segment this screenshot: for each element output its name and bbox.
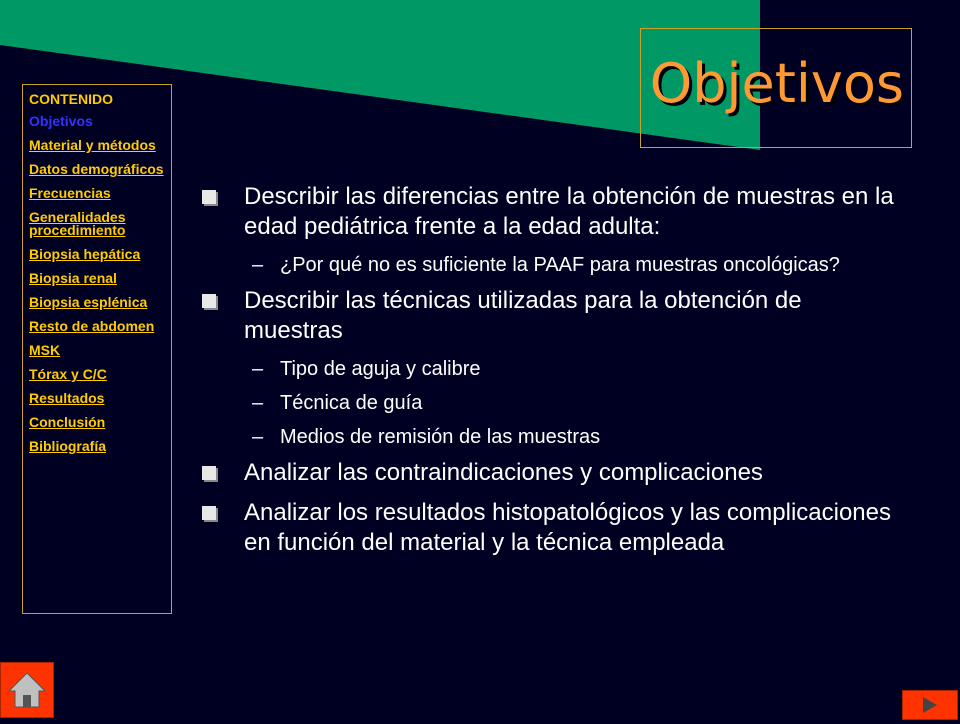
home-icon xyxy=(1,663,53,717)
toc-item-generalidades[interactable]: Generalidades procedimiento xyxy=(29,209,126,238)
square-bullet-icon xyxy=(202,294,216,308)
bullet-item xyxy=(196,498,896,558)
dash-icon: – xyxy=(252,358,264,380)
square-bullet-icon xyxy=(202,506,216,520)
sub-item xyxy=(252,252,896,278)
sub-text: ¿Por qué no es suficiente la PAAF para muestras oncológicas? xyxy=(280,254,840,276)
home-button[interactable] xyxy=(0,662,54,718)
bullet-text: Describir las técnicas utilizadas para la obtención de muestras xyxy=(244,287,802,344)
square-bullet-icon xyxy=(202,466,216,480)
next-arrow-icon xyxy=(903,691,957,719)
square-bullet-icon xyxy=(202,190,216,204)
sub-text: Medios de remisión de las muestras xyxy=(280,426,601,448)
objectives-list xyxy=(196,182,896,568)
toc-item-biopsia-renal[interactable]: Biopsia renal xyxy=(29,270,117,286)
next-slide-button[interactable] xyxy=(902,690,958,720)
sub-text: Tipo de aguja y calibre xyxy=(280,358,481,380)
bullet-item xyxy=(196,182,896,242)
toc-item-resto-abdomen[interactable]: Resto de abdomen xyxy=(29,318,155,334)
toc-item-datos-demograficos[interactable]: Datos demográficos xyxy=(29,161,164,177)
toc-header: CONTENIDO xyxy=(29,91,113,107)
toc-item-msk[interactable]: MSK xyxy=(29,342,61,358)
dash-icon: – xyxy=(252,254,264,276)
toc-item-resultados[interactable]: Resultados xyxy=(29,390,105,406)
toc-item-torax[interactable]: Tórax y C/C xyxy=(29,366,107,382)
toc-item-material-metodos[interactable]: Material y métodos xyxy=(29,137,156,153)
toc-item-conclusion[interactable]: Conclusión xyxy=(29,414,106,430)
bullet-text: Describir las diferencias entre la obtención de muestras en la edad pediátrica frente a la edad adulta: xyxy=(244,183,894,240)
sub-text: Técnica de guía xyxy=(280,392,423,414)
toc-item-frecuencias[interactable]: Frecuencias xyxy=(29,185,111,201)
bullet-text: Analizar los resultados histopatológicos y las complicaciones en función del material y la técnica empleada xyxy=(244,499,891,556)
table-of-contents xyxy=(22,84,172,614)
dash-icon: – xyxy=(252,426,264,448)
sub-item xyxy=(252,356,896,382)
toc-item-objetivos[interactable]: Objetivos xyxy=(29,113,93,129)
sub-item xyxy=(252,424,896,450)
toc-item-biopsia-hepatica[interactable]: Biopsia hepática xyxy=(29,246,141,262)
bullet-item xyxy=(196,286,896,346)
bullet-item xyxy=(196,458,896,488)
page-title: Objetivos xyxy=(649,52,904,115)
bullet-text: Analizar las contraindicaciones y complicaciones xyxy=(244,459,763,486)
sub-item xyxy=(252,390,896,416)
toc-item-biopsia-esplenica[interactable]: Biopsia esplénica xyxy=(29,294,148,310)
toc-item-bibliografia[interactable]: Bibliografía xyxy=(29,438,107,454)
dash-icon: – xyxy=(252,392,264,414)
